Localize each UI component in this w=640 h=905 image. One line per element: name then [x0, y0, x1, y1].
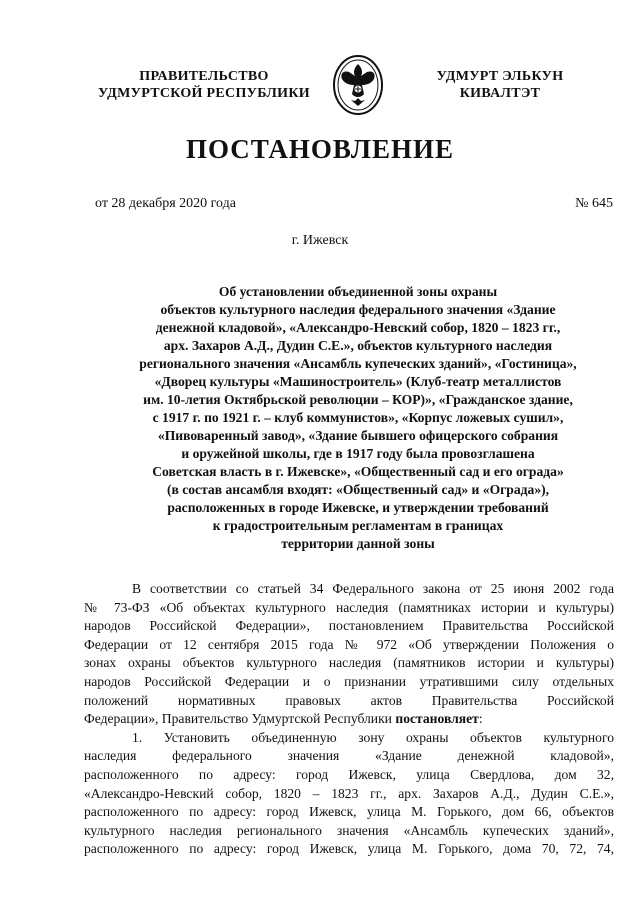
- body-line: «Александро-Невский собор, 1820 – 1823 гг., арх. Захаров А.Д., Дудин С.Е.»,: [84, 785, 614, 801]
- subject-line: и оружейной школы, где в 1917 году была провозглашена: [181, 446, 535, 461]
- document-city: г. Ижевск: [291, 233, 349, 248]
- body-line: народов Российской Федерации и о признании утратившими силу отдельных: [84, 673, 614, 689]
- body-line: расположенного по адресу: город Ижевск, улица Свердлова, дом 32,: [84, 766, 614, 782]
- subject-line: Советская власть в г. Ижевске», «Общественный сад и его ограда»: [152, 464, 564, 479]
- clause-1-paragraph: [84, 729, 614, 859]
- document-title: ПОСТАНОВЛЕНИЕ: [185, 134, 455, 164]
- header-left-line: ПРАВИТЕЛЬСТВО: [139, 69, 269, 84]
- header-left-line: УДМУРТСКОЙ РЕСПУБЛИКИ: [98, 86, 310, 101]
- body-line: № 73-ФЗ «Об объектах культурного наследия (памятниках истории и культуры): [84, 599, 614, 615]
- body-line-final: [84, 710, 614, 729]
- government-name-udmurt: [425, 68, 575, 102]
- subject-line: «Дворец культуры «Машиностроитель» (Клуб-театр металлистов: [154, 374, 562, 389]
- subject-line: арх. Захаров А.Д., Дудин С.Е.», объектов культурного наследия: [163, 338, 553, 353]
- subject-line: «Пивоваренный завод», «Здание бывшего офицерского собрания: [157, 428, 559, 443]
- subject-line: регионального значения «Ансамбль купеческих зданий», «Гостиница»,: [139, 356, 577, 371]
- document-body: [84, 580, 614, 859]
- body-line: расположенного по адресу: город Ижевск, улица М. Горького, дом 66, объектов: [84, 804, 614, 820]
- subject-line: территории данной зоны: [281, 536, 435, 551]
- header-right-line: КИВАЛТЭТ: [459, 86, 541, 101]
- subject-line: расположенных в городе Ижевске, и утверждении требований: [167, 500, 549, 515]
- body-line: В соответствии со статьей 34 Федерального закона от 25 июня 2002 года: [132, 581, 614, 596]
- subject-line: с 1917 г. по 1921 г. – клуб коммунистов», «Корпус ложевых сушил»,: [152, 410, 564, 425]
- government-name-russian: [88, 68, 320, 102]
- body-line-text: Федерации», Правительство Удмуртской Республики: [84, 711, 396, 727]
- body-line: зонах охраны объектов культурного наследия (памятников истории и культуры): [84, 655, 614, 671]
- subject-line: им. 10-летия Октябрьской революции – КОР)», «Гражданское здание,: [143, 392, 573, 407]
- body-line: наследия федерального значения «Здание денежной кладовой»,: [84, 748, 614, 764]
- subject-line: к градостроительным регламентам в границах: [212, 518, 504, 533]
- subject-line: денежной кладовой», «Александро-Невский собор, 1820 – 1823 гг.,: [155, 320, 561, 335]
- body-line: положений нормативных правовых актов Правительства Российской: [84, 692, 614, 708]
- subject-line: Об установлении объединенной зоны охраны: [218, 284, 498, 299]
- document-date: от 28 декабря 2020 года: [95, 196, 236, 211]
- body-line: народов Российской Федерации», постановлением Правительства Российской: [84, 618, 614, 634]
- subject-line: (в состав ансамбля входят: «Общественный сад» и «Ограда»),: [166, 482, 550, 497]
- body-line: Федерации от 12 сентября 2015 года № 972 «Об утверждении Положения о: [84, 636, 614, 652]
- body-line-colon: :: [478, 711, 483, 727]
- udmurt-coat-of-arms-icon: [331, 54, 385, 116]
- body-line: культурного наследия регионального значения «Ансамбль купеческих зданий»,: [84, 822, 614, 838]
- document-number: № 645: [575, 196, 613, 211]
- resolves-keyword: постановляет: [395, 711, 479, 727]
- header-right-line: УДМУРТ ЭЛЬКУН: [436, 69, 564, 84]
- body-line: расположенного по адресу: город Ижевск, улица М. Горького, дома 70, 72, 74,: [84, 841, 614, 857]
- preamble-paragraph: [84, 580, 614, 729]
- document-subject: [0, 283, 640, 553]
- body-line: 1. Установить объединенную зону охраны объектов культурного: [132, 729, 614, 745]
- subject-line: объектов культурного наследия федерального значения «Здание: [160, 302, 556, 317]
